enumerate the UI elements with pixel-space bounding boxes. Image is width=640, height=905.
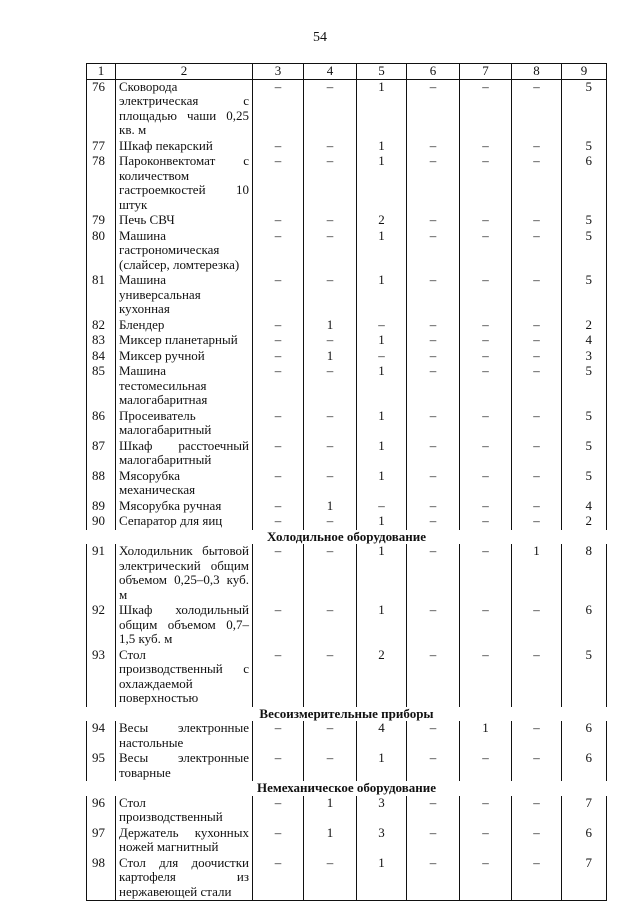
column-header: 3 bbox=[253, 64, 304, 80]
qty-cell-col7: – bbox=[460, 514, 512, 530]
qty-cell-col7: – bbox=[460, 856, 512, 901]
qty-cell-col4: – bbox=[304, 364, 357, 409]
equipment-name-cell: Шкаф холодильный общим объемом 0,7–1,5 куб. м bbox=[116, 603, 253, 648]
qty-cell-col5: 4 bbox=[357, 721, 407, 751]
qty-cell-col4: – bbox=[304, 603, 357, 648]
qty-cell-col9: 6 bbox=[562, 721, 607, 751]
row-number-cell: 90 bbox=[87, 514, 116, 530]
qty-cell-col9: 4 bbox=[562, 499, 607, 515]
qty-cell-col9: 5 bbox=[562, 364, 607, 409]
row-number-cell: 87 bbox=[87, 439, 116, 469]
qty-cell-col5: 2 bbox=[357, 213, 407, 229]
qty-cell-col3: – bbox=[253, 603, 304, 648]
equipment-name-cell: Пароконвектомат с количеством гастроемкостей 10 штук bbox=[116, 154, 253, 213]
qty-cell-col8: – bbox=[512, 409, 562, 439]
qty-cell-col3: – bbox=[253, 349, 304, 365]
section-heading-row bbox=[87, 707, 607, 722]
qty-cell-col6: – bbox=[407, 796, 460, 826]
equipment-name-cell: Держатель кухонных ножей магнитный bbox=[116, 826, 253, 856]
qty-cell-col5: 1 bbox=[357, 364, 407, 409]
qty-cell-col3: – bbox=[253, 796, 304, 826]
column-header: 9 bbox=[562, 64, 607, 80]
qty-cell-col6: – bbox=[407, 544, 460, 603]
qty-cell-col3: – bbox=[253, 469, 304, 499]
section-heading-row bbox=[87, 781, 607, 796]
qty-cell-col7: – bbox=[460, 409, 512, 439]
column-header: 7 bbox=[460, 64, 512, 80]
row-number-cell: 78 bbox=[87, 154, 116, 213]
qty-cell-col9: 2 bbox=[562, 514, 607, 530]
qty-cell-col8: – bbox=[512, 273, 562, 318]
qty-cell-col5: 1 bbox=[357, 273, 407, 318]
equipment-name-cell: Холодильник бытовой электрический общим объемом 0,25–0,3 куб. м bbox=[116, 544, 253, 603]
qty-cell-col8: – bbox=[512, 856, 562, 901]
qty-cell-col8: – bbox=[512, 721, 562, 751]
qty-cell-col8: – bbox=[512, 751, 562, 781]
qty-cell-col4: – bbox=[304, 856, 357, 901]
column-header: 4 bbox=[304, 64, 357, 80]
qty-cell-col3: – bbox=[253, 751, 304, 781]
qty-cell-col4: – bbox=[304, 544, 357, 603]
equipment-name-cell: Печь СВЧ bbox=[116, 213, 253, 229]
qty-cell-col6: – bbox=[407, 499, 460, 515]
row-number-cell: 94 bbox=[87, 721, 116, 751]
qty-cell-col6: – bbox=[407, 826, 460, 856]
qty-cell-col6: – bbox=[407, 333, 460, 349]
qty-cell-col6: – bbox=[407, 364, 460, 409]
qty-cell-col4: 1 bbox=[304, 318, 357, 334]
qty-cell-col4: 1 bbox=[304, 349, 357, 365]
row-number-cell: 77 bbox=[87, 139, 116, 155]
row-number-cell: 93 bbox=[87, 648, 116, 707]
qty-cell-col3: – bbox=[253, 79, 304, 139]
qty-cell-col8: – bbox=[512, 213, 562, 229]
equipment-name-cell: Блендер bbox=[116, 318, 253, 334]
table-row bbox=[87, 499, 607, 515]
section-heading: Весоизмерительные приборы bbox=[259, 705, 434, 721]
qty-cell-col3: – bbox=[253, 213, 304, 229]
qty-cell-col6: – bbox=[407, 139, 460, 155]
qty-cell-col3: – bbox=[253, 139, 304, 155]
qty-cell-col9: 6 bbox=[562, 603, 607, 648]
equipment-name-cell: Мясорубка механическая bbox=[116, 469, 253, 499]
qty-cell-col4: – bbox=[304, 154, 357, 213]
qty-cell-col3: – bbox=[253, 721, 304, 751]
equipment-name-cell: Мясорубка ручная bbox=[116, 499, 253, 515]
qty-cell-col7: – bbox=[460, 826, 512, 856]
equipment-name-cell: Машина гастрономическая (слайсер, ломтерезка) bbox=[116, 229, 253, 274]
qty-cell-col7: – bbox=[460, 796, 512, 826]
qty-cell-col4: 1 bbox=[304, 796, 357, 826]
qty-cell-col4: – bbox=[304, 469, 357, 499]
qty-cell-col8: – bbox=[512, 229, 562, 274]
qty-cell-col4: – bbox=[304, 439, 357, 469]
qty-cell-col7: – bbox=[460, 79, 512, 139]
table-row bbox=[87, 648, 607, 707]
qty-cell-col9: 5 bbox=[562, 229, 607, 274]
table-row bbox=[87, 409, 607, 439]
qty-cell-col3: – bbox=[253, 154, 304, 213]
qty-cell-col6: – bbox=[407, 154, 460, 213]
qty-cell-col4: 1 bbox=[304, 499, 357, 515]
column-header: 2 bbox=[116, 64, 253, 80]
qty-cell-col5: 1 bbox=[357, 544, 407, 603]
qty-cell-col8: – bbox=[512, 318, 562, 334]
qty-cell-col3: – bbox=[253, 648, 304, 707]
qty-cell-col4: – bbox=[304, 273, 357, 318]
qty-cell-col6: – bbox=[407, 213, 460, 229]
qty-cell-col3: – bbox=[253, 499, 304, 515]
qty-cell-col5: 1 bbox=[357, 333, 407, 349]
equipment-name-cell: Миксер ручной bbox=[116, 349, 253, 365]
qty-cell-col7: – bbox=[460, 318, 512, 334]
qty-cell-col9: 6 bbox=[562, 154, 607, 213]
qty-cell-col7: – bbox=[460, 349, 512, 365]
qty-cell-col8: – bbox=[512, 79, 562, 139]
qty-cell-col3: – bbox=[253, 514, 304, 530]
qty-cell-col3: – bbox=[253, 826, 304, 856]
qty-cell-col3: – bbox=[253, 856, 304, 901]
table-row bbox=[87, 154, 607, 213]
row-number-cell: 96 bbox=[87, 796, 116, 826]
row-number-cell: 82 bbox=[87, 318, 116, 334]
table-row bbox=[87, 364, 607, 409]
table-header-row bbox=[87, 64, 607, 80]
qty-cell-col3: – bbox=[253, 333, 304, 349]
qty-cell-col8: – bbox=[512, 648, 562, 707]
table-row bbox=[87, 273, 607, 318]
qty-cell-col6: – bbox=[407, 856, 460, 901]
qty-cell-col5: 3 bbox=[357, 796, 407, 826]
qty-cell-col5: 1 bbox=[357, 409, 407, 439]
qty-cell-col7: – bbox=[460, 439, 512, 469]
equipment-name-cell: Просеиватель малогабаритный bbox=[116, 409, 253, 439]
table-row bbox=[87, 213, 607, 229]
qty-cell-col7: – bbox=[460, 229, 512, 274]
qty-cell-col9: 2 bbox=[562, 318, 607, 334]
table-row bbox=[87, 333, 607, 349]
qty-cell-col5: 3 bbox=[357, 826, 407, 856]
qty-cell-col7: – bbox=[460, 469, 512, 499]
table-body bbox=[87, 79, 607, 901]
qty-cell-col9: 7 bbox=[562, 796, 607, 826]
qty-cell-col6: – bbox=[407, 273, 460, 318]
section-heading: Холодильное оборудование bbox=[266, 528, 427, 544]
row-number-cell: 86 bbox=[87, 409, 116, 439]
table-row bbox=[87, 751, 607, 781]
qty-cell-col7: – bbox=[460, 751, 512, 781]
equipment-name-cell: Сковорода электрическая с площадью чаши 0,25 кв. м bbox=[116, 79, 253, 139]
qty-cell-col7: – bbox=[460, 603, 512, 648]
qty-cell-col3: – bbox=[253, 409, 304, 439]
row-number-cell: 89 bbox=[87, 499, 116, 515]
row-number-cell: 92 bbox=[87, 603, 116, 648]
qty-cell-col5: 1 bbox=[357, 751, 407, 781]
qty-cell-col5: – bbox=[357, 318, 407, 334]
row-number-cell: 79 bbox=[87, 213, 116, 229]
qty-cell-col6: – bbox=[407, 409, 460, 439]
qty-cell-col8: – bbox=[512, 499, 562, 515]
table-row bbox=[87, 318, 607, 334]
equipment-name-cell: Шкаф пекарский bbox=[116, 139, 253, 155]
column-header: 6 bbox=[407, 64, 460, 80]
row-number-cell: 85 bbox=[87, 364, 116, 409]
equipment-name-cell: Машина универсальная кухонная bbox=[116, 273, 253, 318]
equipment-name-cell: Сепаратор для яиц bbox=[116, 514, 253, 530]
qty-cell-col4: – bbox=[304, 333, 357, 349]
qty-cell-col9: 3 bbox=[562, 349, 607, 365]
table-row bbox=[87, 514, 607, 530]
table-row bbox=[87, 79, 607, 139]
qty-cell-col6: – bbox=[407, 349, 460, 365]
qty-cell-col8: – bbox=[512, 603, 562, 648]
equipment-name-cell: Шкаф расстоечный малогабаритный bbox=[116, 439, 253, 469]
qty-cell-col3: – bbox=[253, 544, 304, 603]
qty-cell-col6: – bbox=[407, 79, 460, 139]
qty-cell-col7: – bbox=[460, 648, 512, 707]
qty-cell-col3: – bbox=[253, 229, 304, 274]
row-number-cell: 95 bbox=[87, 751, 116, 781]
qty-cell-col4: – bbox=[304, 213, 357, 229]
qty-cell-col6: – bbox=[407, 229, 460, 274]
qty-cell-col9: 5 bbox=[562, 139, 607, 155]
qty-cell-col9: 5 bbox=[562, 648, 607, 707]
qty-cell-col9: 5 bbox=[562, 213, 607, 229]
qty-cell-col5: 1 bbox=[357, 514, 407, 530]
qty-cell-col4: – bbox=[304, 648, 357, 707]
qty-cell-col7: – bbox=[460, 139, 512, 155]
qty-cell-col9: 5 bbox=[562, 273, 607, 318]
qty-cell-col4: – bbox=[304, 79, 357, 139]
row-number-cell: 84 bbox=[87, 349, 116, 365]
row-number-cell: 83 bbox=[87, 333, 116, 349]
qty-cell-col5: – bbox=[357, 499, 407, 515]
equipment-name-cell: Стол для доочистки картофеля из нержавеющей стали bbox=[116, 856, 253, 901]
qty-cell-col3: – bbox=[253, 439, 304, 469]
qty-cell-col8: – bbox=[512, 139, 562, 155]
qty-cell-col8: 1 bbox=[512, 544, 562, 603]
page-number: 54 bbox=[313, 30, 327, 45]
qty-cell-col9: 7 bbox=[562, 856, 607, 901]
table-row bbox=[87, 139, 607, 155]
qty-cell-col4: – bbox=[304, 751, 357, 781]
qty-cell-col8: – bbox=[512, 364, 562, 409]
qty-cell-col8: – bbox=[512, 333, 562, 349]
table-row bbox=[87, 721, 607, 751]
row-number-cell: 80 bbox=[87, 229, 116, 274]
equipment-name-cell: Весы электронные товарные bbox=[116, 751, 253, 781]
equipment-name-cell: Миксер планетарный bbox=[116, 333, 253, 349]
qty-cell-col7: – bbox=[460, 364, 512, 409]
qty-cell-col4: 1 bbox=[304, 826, 357, 856]
row-number-cell: 91 bbox=[87, 544, 116, 603]
qty-cell-col8: – bbox=[512, 514, 562, 530]
equipment-table bbox=[86, 63, 607, 901]
qty-cell-col4: – bbox=[304, 721, 357, 751]
qty-cell-col8: – bbox=[512, 154, 562, 213]
qty-cell-col9: 4 bbox=[562, 333, 607, 349]
qty-cell-col6: – bbox=[407, 721, 460, 751]
qty-cell-col5: 1 bbox=[357, 139, 407, 155]
qty-cell-col3: – bbox=[253, 364, 304, 409]
qty-cell-col8: – bbox=[512, 796, 562, 826]
column-header: 1 bbox=[87, 64, 116, 80]
row-number-cell: 81 bbox=[87, 273, 116, 318]
qty-cell-col5: 1 bbox=[357, 603, 407, 648]
section-heading-row bbox=[87, 530, 607, 545]
qty-cell-col5: 1 bbox=[357, 469, 407, 499]
qty-cell-col4: – bbox=[304, 139, 357, 155]
row-number-cell: 76 bbox=[87, 79, 116, 139]
qty-cell-col3: – bbox=[253, 273, 304, 318]
qty-cell-col6: – bbox=[407, 648, 460, 707]
qty-cell-col4: – bbox=[304, 409, 357, 439]
qty-cell-col5: – bbox=[357, 349, 407, 365]
table-row bbox=[87, 826, 607, 856]
qty-cell-col9: 5 bbox=[562, 409, 607, 439]
table-row bbox=[87, 469, 607, 499]
equipment-name-cell: Стол производственный с охлаждаемой поверхностью bbox=[116, 648, 253, 707]
column-header: 5 bbox=[357, 64, 407, 80]
qty-cell-col8: – bbox=[512, 469, 562, 499]
table-row bbox=[87, 544, 607, 603]
qty-cell-col7: – bbox=[460, 333, 512, 349]
equipment-name-cell: Весы электронные настольные bbox=[116, 721, 253, 751]
qty-cell-col5: 2 bbox=[357, 648, 407, 707]
qty-cell-col7: – bbox=[460, 213, 512, 229]
row-number-cell: 97 bbox=[87, 826, 116, 856]
qty-cell-col9: 5 bbox=[562, 79, 607, 139]
row-number-cell: 98 bbox=[87, 856, 116, 901]
equipment-name-cell: Машина тестомесильная малогабаритная bbox=[116, 364, 253, 409]
table-row bbox=[87, 349, 607, 365]
qty-cell-col7: – bbox=[460, 544, 512, 603]
qty-cell-col6: – bbox=[407, 514, 460, 530]
qty-cell-col6: – bbox=[407, 318, 460, 334]
equipment-name-cell: Стол производственный bbox=[116, 796, 253, 826]
qty-cell-col6: – bbox=[407, 439, 460, 469]
qty-cell-col8: – bbox=[512, 349, 562, 365]
qty-cell-col9: 6 bbox=[562, 751, 607, 781]
qty-cell-col6: – bbox=[407, 751, 460, 781]
table-row bbox=[87, 229, 607, 274]
qty-cell-col3: – bbox=[253, 318, 304, 334]
row-number-cell: 88 bbox=[87, 469, 116, 499]
qty-cell-col8: – bbox=[512, 826, 562, 856]
qty-cell-col7: – bbox=[460, 499, 512, 515]
table-row bbox=[87, 439, 607, 469]
qty-cell-col5: 1 bbox=[357, 154, 407, 213]
qty-cell-col9: 6 bbox=[562, 826, 607, 856]
qty-cell-col5: 1 bbox=[357, 856, 407, 901]
qty-cell-col7: – bbox=[460, 154, 512, 213]
qty-cell-col8: – bbox=[512, 439, 562, 469]
column-header: 8 bbox=[512, 64, 562, 80]
qty-cell-col4: – bbox=[304, 514, 357, 530]
qty-cell-col5: 1 bbox=[357, 79, 407, 139]
qty-cell-col6: – bbox=[407, 469, 460, 499]
table-row bbox=[87, 796, 607, 826]
qty-cell-col9: 5 bbox=[562, 469, 607, 499]
qty-cell-col5: 1 bbox=[357, 229, 407, 274]
table-row bbox=[87, 603, 607, 648]
table-row bbox=[87, 856, 607, 901]
qty-cell-col7: 1 bbox=[460, 721, 512, 751]
qty-cell-col9: 8 bbox=[562, 544, 607, 603]
qty-cell-col7: – bbox=[460, 273, 512, 318]
qty-cell-col5: 1 bbox=[357, 439, 407, 469]
qty-cell-col4: – bbox=[304, 229, 357, 274]
qty-cell-col6: – bbox=[407, 603, 460, 648]
section-heading: Немеханическое оборудование bbox=[256, 780, 437, 795]
qty-cell-col9: 5 bbox=[562, 439, 607, 469]
